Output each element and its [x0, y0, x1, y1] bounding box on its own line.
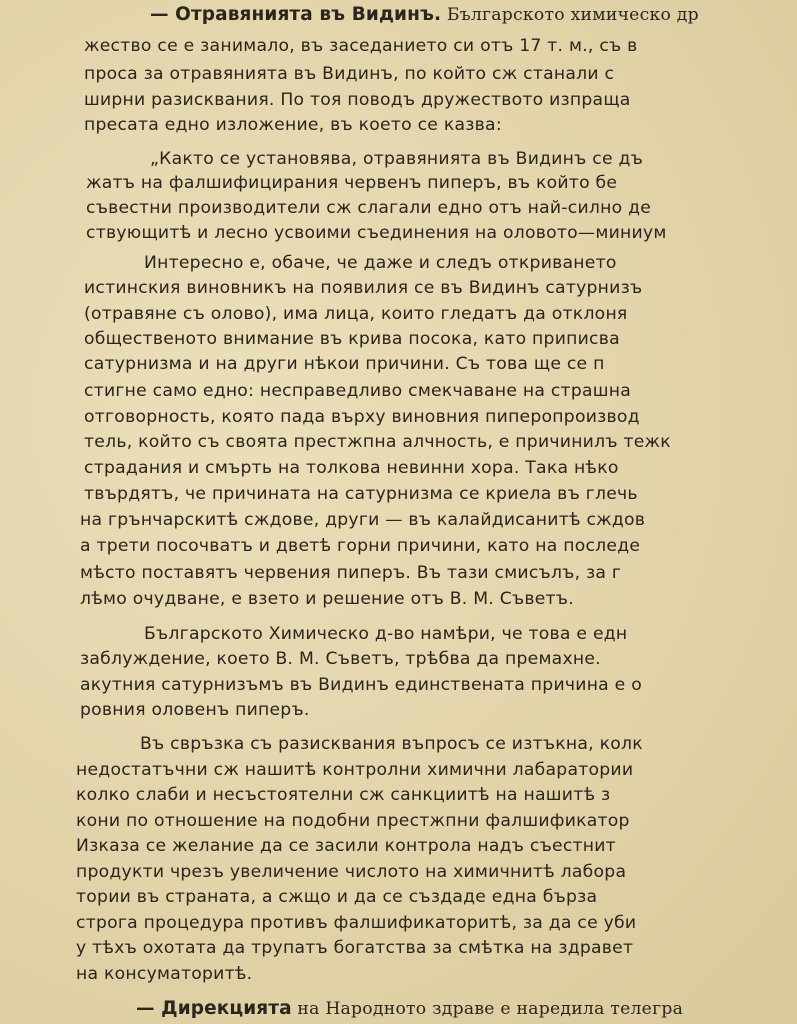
text-line: общественото внимание въ крива посока, като приписва — [84, 329, 620, 349]
text-line: пресата едно изложение, въ което се казва: — [84, 115, 502, 135]
text-line: стигне само едно: несправедливо смекчаване на страшна — [84, 381, 632, 401]
text-line: Българското химическо др — [441, 5, 699, 25]
text-line: (отравяне съ олово), има лица, които гледатъ да отклоня — [84, 304, 628, 324]
text-line: кони по отношение на подобни престжпни фалшификатор — [76, 811, 630, 831]
text-line: страдания и смърть на толкова невинни хора. Така нѣко — [84, 458, 619, 478]
text-line: истинския виновникъ на появилия се въ Видинъ сатурнизъ — [84, 278, 643, 298]
text-line: Въ свръзка съ разисквания въпросъ се изтъкна, колк — [140, 734, 643, 754]
text-line: ширни разисквания. По тоя поводъ дружеството изпраща — [84, 90, 631, 110]
text-line: тель, който съ своята престжпна алчность, е причинилъ тежк — [84, 432, 671, 452]
text-line: тории въ страната, а сжщо и да се създаде една бърза — [76, 887, 598, 907]
text-line: недостатъчни сж нашитѣ контролни химични лабаратории — [76, 760, 634, 780]
quote-line: жатъ на фалшифицирания червенъ пиперъ, въ който бе — [86, 173, 618, 193]
quote-line: ствующитѣ и лесно усвоими съединения на оловото—миниум — [86, 223, 667, 243]
text-line: строга процедура противъ фалшификаторитѣ, за да се уби — [76, 913, 637, 933]
quote-line: съвестни производители сж слагали едно отъ най-силно де — [86, 198, 652, 218]
article-1-title: — Отравянията въ Видинъ. — [150, 4, 442, 25]
article-2-heading-line — [136, 996, 797, 1022]
text-line: отговорность, която пада върху виновния пиперопроизвод — [84, 407, 640, 427]
text-line: акутния сатурнизъмъ въ Видинъ единствената причина е о — [80, 675, 642, 695]
text-line: сатурнизма и на други нѣкои причини. Съ това ще се п — [84, 354, 605, 374]
text-line: продукти чрезъ увеличение числото на химичнитѣ лабора — [76, 862, 627, 882]
text-line: твърдятъ, че причината на сатурнизма се криела въ глечь — [84, 484, 638, 504]
text-line: а трети посочватъ и дветѣ горни причини, като на последе — [80, 536, 641, 556]
text-line: заблуждение, което В. М. Съветъ, трѣбва да премахне. — [80, 649, 601, 669]
text-line: жество се е занимало, въ заседанието си отъ 17 т. м., съ в — [84, 36, 638, 56]
text-line: у тѣхъ охотата да трупатъ богатства за смѣтка на здравет — [76, 938, 634, 958]
article-1-heading-line — [150, 2, 797, 28]
text-line: на Народното здраве е наредила телегра — [291, 999, 684, 1019]
text-line: Българското Химическо д-во намѣри, че това е едн — [144, 624, 628, 644]
article-2-title: — Дирекцията — [136, 998, 292, 1019]
text-line: Изказа се желание да се засили контрола надъ съестнит — [76, 836, 616, 856]
text-line: Интересно е, обаче, че даже и следъ откриването — [144, 253, 617, 273]
text-line: на грънчарскитѣ сждове, други — въ калайдисанитѣ сждов — [80, 510, 646, 530]
text-line: проса за отравянията въ Видинъ, по който сж станали с — [84, 64, 615, 84]
text-line: ровния оловенъ пиперъ. — [80, 700, 310, 720]
text-line: колко слаби и несъстоятелни сж санкциитѣ на нашитѣ з — [76, 785, 611, 805]
quote-line: „Както се установява, отравянията въ Видинъ се дъ — [150, 149, 644, 169]
text-line: мѣсто поставятъ червения пиперъ. Въ тази смисълъ, за г — [80, 563, 622, 583]
text-line: лѣмо очудване, е взето и решение отъ В. М. Съветъ. — [80, 589, 574, 609]
text-line: на консуматоритѣ. — [76, 964, 253, 984]
